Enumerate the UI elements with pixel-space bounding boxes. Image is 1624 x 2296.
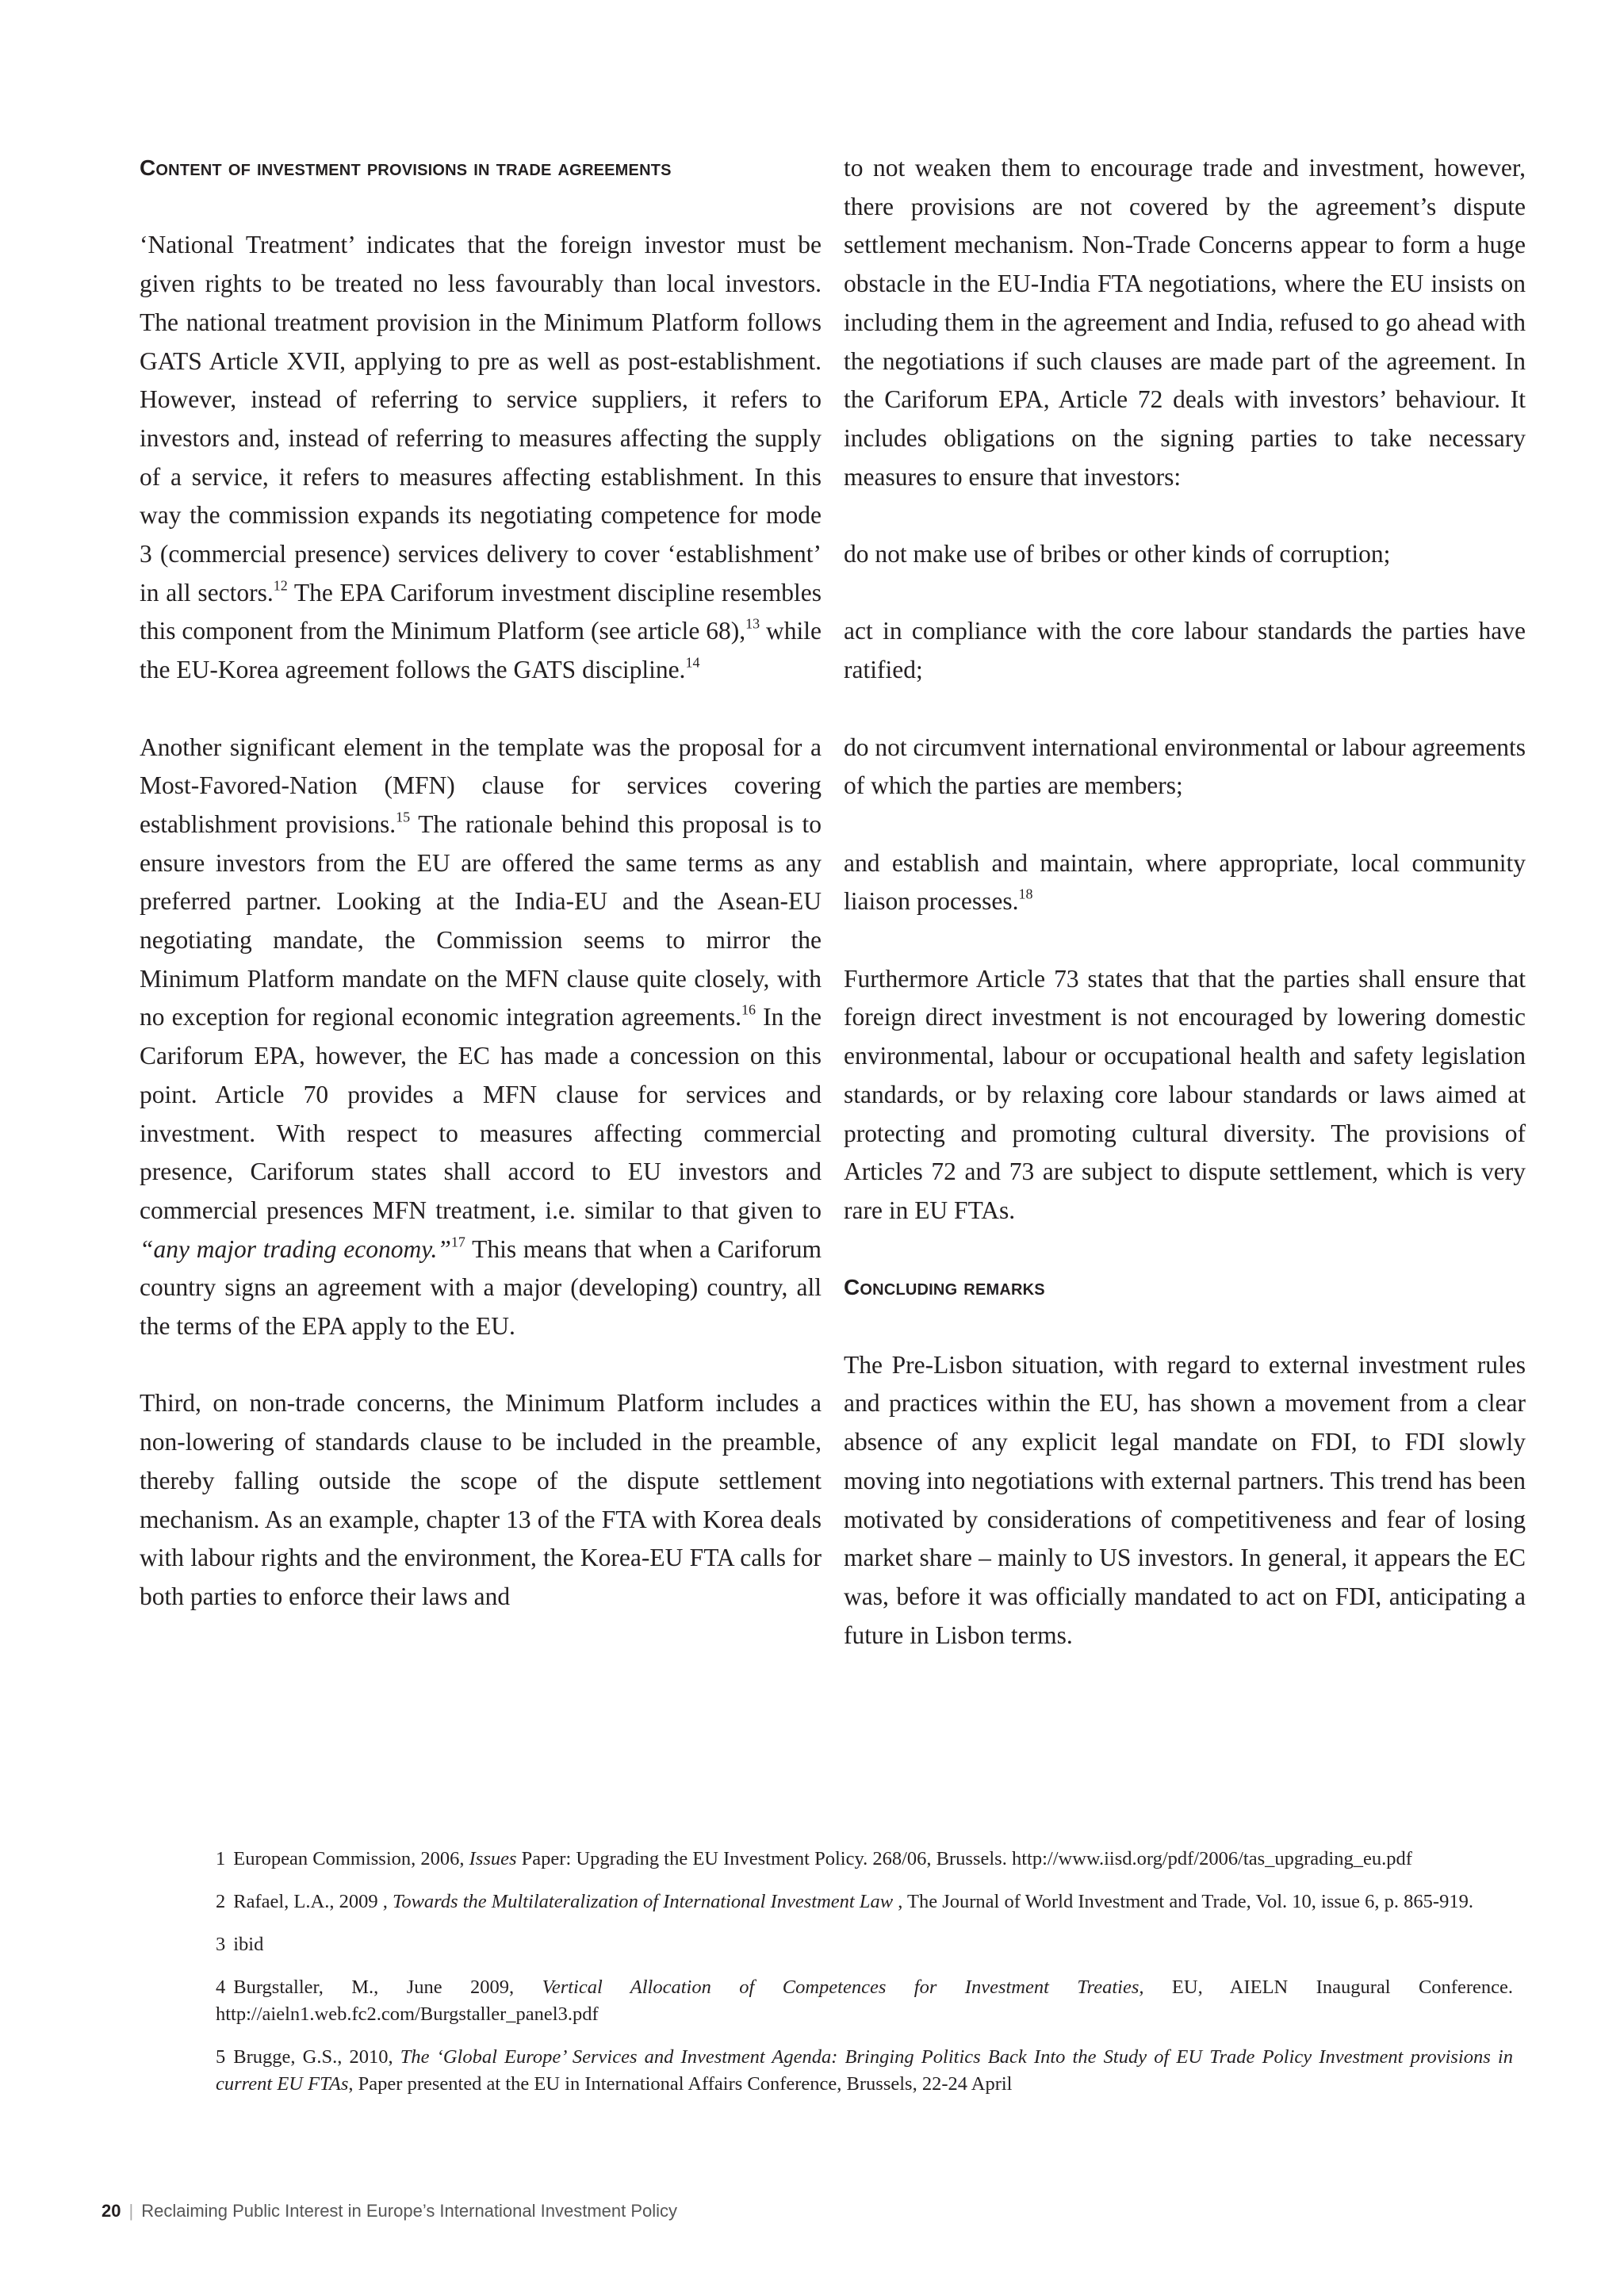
list-item-labour: act in compliance with the core labour standards the parties have ratified; [844, 617, 1526, 684]
section-heading-content: Content of investment provisions in trade agreements [140, 155, 672, 180]
footnote-ref-14[interactable]: 14 [685, 654, 700, 671]
footnote-4: 4 Burgstaller, M., June 2009, Vertical Allocation of Competences for Investment Treaties, EU, AIELN Inaugural Conference. http://aieln1.web.fc2.com/Burgstaller_panel3.pdf [216, 1976, 1513, 2025]
footnote-5: 5 Brugge, G.S., 2010, The ‘Global Europe’ Services and Investment Agenda: Bringing Politics Back Into the Study of EU Trade Policy Investment provisions in current EU FTAs, Paper presented at the EU in International Affairs Conference, Brussels, 22-24 April [216, 2046, 1513, 2095]
footnotes [216, 1846, 1513, 2114]
list-item-environment: do not circumvent international environmental or labour agreements of which the parties are members; [844, 733, 1526, 800]
right-column [844, 149, 1526, 1655]
footnote-ref-12[interactable]: 12 [273, 577, 288, 594]
footnote-ref-13[interactable]: 13 [745, 615, 760, 632]
footer-separator: | [128, 2201, 134, 2221]
footnote-ref-17[interactable]: 17 [450, 1234, 465, 1250]
quote-major-trading-economy: “any major trading economy.” [140, 1234, 451, 1263]
section-heading-concluding: Concluding remarks [844, 1275, 1045, 1300]
page-footer [102, 2201, 677, 2221]
paragraph-non-trade: Third, on non-trade concerns, the Minimum Platform includes a non-lowering of standards clause to be included in the preamble, thereby falling outside the scope of the dispute settlement mechanism. As an example, chapter 13 of the FTA with Korea deals with labour rights and the environment, the Korea-EU FTA calls for both parties to enforce their laws and [140, 1389, 822, 1610]
paragraph-dispute: to not weaken them to encourage trade and investment, however, there provisions are not covered by the agreement’s dispute settlement mechanism. Non-Trade Concerns appear to form a huge obstacle in the EU-India FTA negotiations, where the EU insists on including them in the agreement and India, refused to go ahead with the negotiations if such clauses are made part of the agreement. In the Cariforum EPA, Article 72 deals with investors’ behaviour. It includes obligations on the signing parties to take necessary measures to ensure that investors: [844, 154, 1526, 491]
footnote-1: 1 European Commission, 2006, Issues Paper: Upgrading the EU Investment Policy. 268/06, Brussels. http://www.iisd.org/pdf/2006/tas_upgrading_eu.pdf [216, 1848, 1412, 1869]
footnote-ref-15[interactable]: 15 [396, 809, 411, 825]
paragraph-mfn: Another significant element in the template was the proposal for a Most-Favored-Nation (MFN) clause for services covering establishment provisions.$^{15}$ The rationale behind this proposal is to ensure investors from the EU are offered the same terms as any preferred partner. Looking at the India-EU and the Asean-EU negotiating mandate, the Commission seems to mirror the Minimum Platform mandate on the MFN clause quite closely, with no exception for regional economic integration agreements.$^{16}$ In the Cariforum EPA, however, the EC has made a concession on this point. Article 70 provides a MFN clause for services and investment. With respect to measures affecting commercial presence, Cariforum states shall accord to EU investors and commercial presences MFN treatment, i.e. similar to that given to “any major trading economy.”$^{17}$ This means that when a Cariforum country signs an agreement with a major (developing) country, all the terms of the EPA apply to the EU. [140, 733, 822, 1341]
footnote-3: 3 ibid [216, 1934, 264, 1955]
list-item-bribes: do not make use of bribes or other kinds of corruption; [844, 540, 1391, 568]
left-column [140, 149, 822, 1617]
footnote-ref-18[interactable]: 18 [1018, 886, 1033, 902]
footnote-2: 2 Rafael, L.A., 2009 , Towards the Multilateralization of International Investment Law , The Journal of World Investment and Trade, Vol. 10, issue 6, p. 865-919. [216, 1891, 1473, 1912]
publication-title: Reclaiming Public Interest in Europe’s International Investment Policy [141, 2201, 678, 2221]
paragraph-concluding: The Pre-Lisbon situation, with regard to external investment rules and practices within the EU, has shown a movement from a clear absence of any explicit legal mandate on FDI, to FDI slowly moving into negotiations with external partners. This trend has been motivated by considerations of competitiveness and fear of losing market share – mainly to US investors. In general, it appears the EC was, before it was officially mandated to act on FDI, anticipating a future in Lisbon terms. [844, 1350, 1526, 1649]
page-number: 20 [102, 2201, 121, 2221]
paragraph-article-73: Furthermore Article 73 states that that the parties shall ensure that foreign direct investment is not encouraged by lowering domestic environmental, labour or occupational health and safety legislation standards, or by relaxing core labour standards or laws aimed at protecting and promoting cultural diversity. The provisions of Articles 72 and 73 are subject to dispute settlement, which is very rare in EU FTAs. [844, 964, 1526, 1224]
paragraph-national-treatment: ‘National Treatment’ indicates that the foreign investor must be given rights to be treated no less favourably than local investors. The national treatment provision in the Minimum Platform follows GATS Article XVII, applying to pre as well as post-establishment. However, instead of referring to service suppliers, it refers to investors and, instead of referring to measures affecting the supply of a service, it refers to measures affecting establishment. In this way the commission expands its negotiating competence for mode 3 (commercial presence) services delivery to cover ‘establishment’ in all sectors.$^{12}$ The EPA Cariforum investment discipline resembles this component from the Minimum Platform (see article 68),$^{13}$ while the EU-Korea agreement follows the GATS discipline.$^{14}$ [140, 231, 822, 684]
list-item-liaison: and establish and maintain, where appropriate, local community liaison processes.$^{18}$ [844, 848, 1526, 916]
footnote-ref-16[interactable]: 16 [741, 1001, 756, 1018]
